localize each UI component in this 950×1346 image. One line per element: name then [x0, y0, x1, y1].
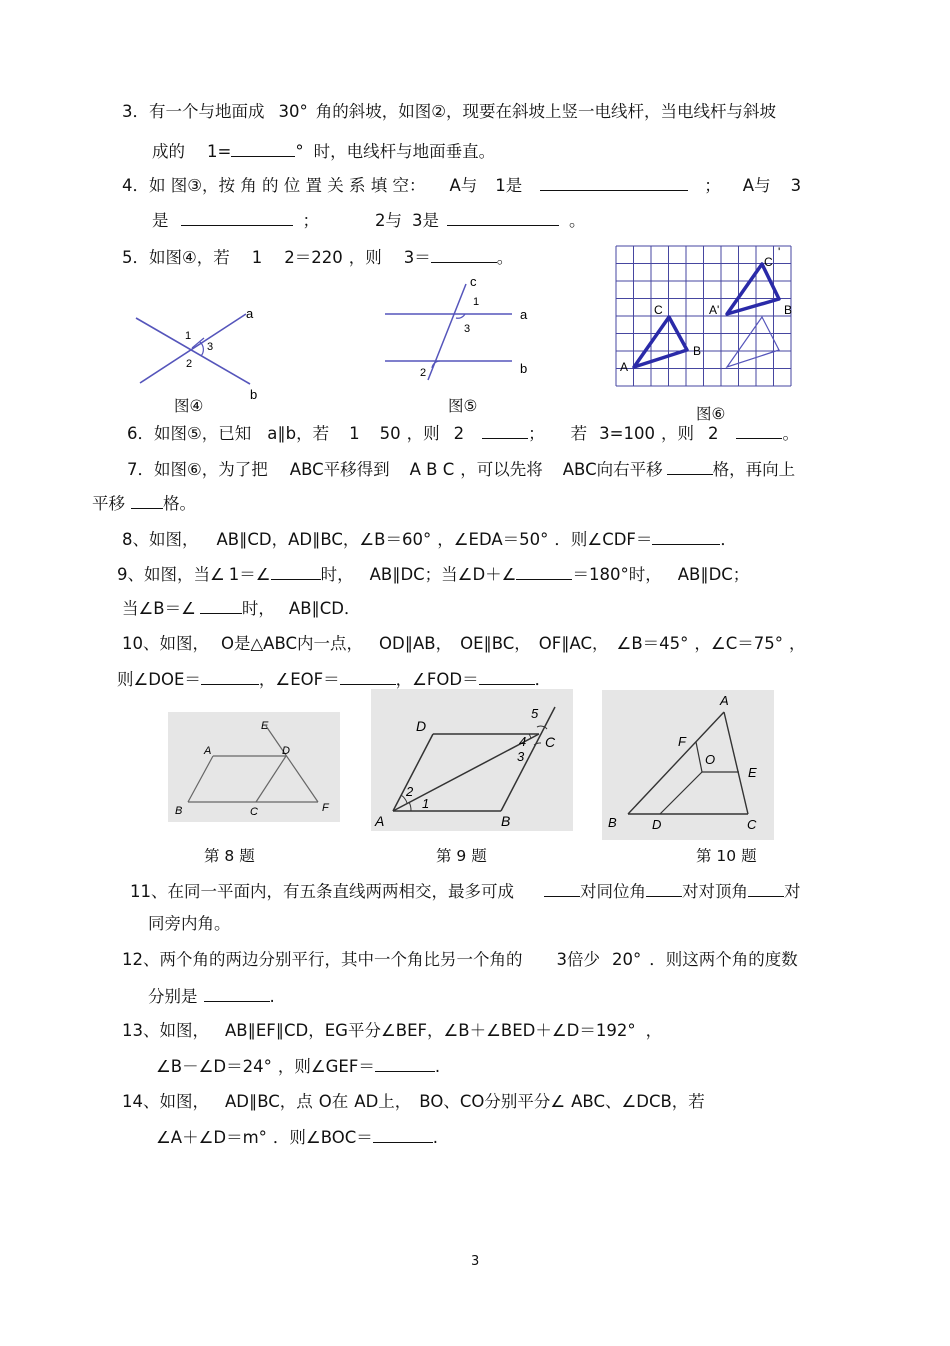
- q13-blank[interactable]: [375, 1054, 435, 1072]
- figure-10: [602, 690, 774, 840]
- q3-line2: [152, 139, 495, 163]
- q10-text-a: 10、如图，: [122, 634, 209, 653]
- q7-text-b: ABC平移得到: [289, 460, 390, 479]
- q9-blank-2[interactable]: [516, 562, 572, 580]
- fig6-triangle-abc-prime: [727, 264, 779, 314]
- q8-text-a: 8、如图，: [122, 530, 199, 549]
- fig9-label-3: 3: [517, 749, 525, 764]
- q5-text-a: 5．如图④，若: [122, 248, 230, 267]
- fig9-label-a: A: [375, 813, 385, 829]
- q4-text-g: 2与: [375, 211, 402, 230]
- q3-text-a: 3．有一个与地面成: [122, 102, 265, 121]
- q11-text-b: 对同位角: [580, 882, 646, 901]
- q9-text-g: 当∠B＝∠: [122, 599, 196, 618]
- fig6-label-b: B: [693, 344, 702, 358]
- q11-blank-2[interactable]: [646, 879, 682, 897]
- q3-line1: [122, 101, 776, 123]
- page-number: 3: [471, 1254, 480, 1269]
- q6-sep: ；: [528, 424, 545, 443]
- q10-blank-3[interactable]: [479, 667, 535, 685]
- q14-text-h: ．则∠BOC＝: [272, 1128, 373, 1147]
- q6-text-j: 2: [707, 424, 719, 443]
- fig8-label-e: E: [261, 720, 269, 732]
- q14-text-b: AD∥BC，点: [225, 1092, 313, 1111]
- q14-blank[interactable]: [373, 1125, 433, 1143]
- fig9-caption: 第 9 题: [436, 847, 487, 865]
- fig5-line-c: [428, 284, 466, 380]
- fig10-label-c: C: [747, 817, 757, 832]
- q9-text-i: AB∥CD．: [288, 599, 361, 618]
- q4-blank-2[interactable]: [181, 208, 293, 226]
- q5-text-b: 1: [251, 248, 263, 267]
- q10-text-f: ∠B＝45°: [616, 634, 689, 653]
- q10-text-c: OD∥AB，: [379, 634, 453, 653]
- q7-blank-2[interactable]: [131, 491, 163, 509]
- q9-text-e: ＝180°时，: [572, 565, 662, 584]
- q12-text-b: 3倍少: [556, 950, 600, 969]
- fig6-label-a: A: [620, 360, 629, 374]
- fig10-caption: 第 10 题: [696, 847, 757, 865]
- q10-blank-2[interactable]: [340, 667, 396, 685]
- q4-text-d: A与: [742, 176, 771, 195]
- figure-4: [128, 298, 268, 403]
- q5-text-d: ，则: [348, 248, 382, 267]
- q13-line1: [122, 1020, 662, 1042]
- fig10-label-e: E: [748, 765, 757, 780]
- q9-text-b: 1＝∠: [228, 565, 271, 584]
- fig8-label-d: D: [282, 745, 290, 757]
- q9-text-c: 时，: [320, 565, 354, 584]
- fig5-label-1: 1: [473, 296, 480, 308]
- q10-text-d: OE∥BC，: [460, 634, 531, 653]
- fig8-label-c: C: [250, 806, 258, 818]
- q6-text-b: a∥b，若: [267, 424, 330, 443]
- fig9-label-2: 2: [406, 784, 414, 799]
- q14-text-f: ABC、∠DCB，若: [571, 1092, 705, 1111]
- q12-text-e: 分别是: [148, 987, 198, 1006]
- q10-text-k: ，∠FOD＝: [395, 670, 479, 689]
- fig5-label-3: 3: [464, 323, 471, 335]
- fig8-caption: 第 8 题: [204, 847, 255, 865]
- q11-text-d: 对: [784, 882, 801, 901]
- q7-line1: [127, 457, 795, 481]
- q6-text-i: ，则: [660, 424, 694, 443]
- q11-text-a: 11、在同一平面内，有五条直线两两相交，最多可成: [130, 882, 514, 901]
- q11-text-e: 同旁内角。: [148, 914, 231, 933]
- q14-text-a: 14、如图，: [122, 1092, 209, 1111]
- q4-line2: [152, 208, 586, 232]
- fig4-caption: 图④: [174, 397, 204, 415]
- q9-line2: [122, 596, 361, 620]
- q12-end: .: [269, 987, 275, 1006]
- q9-blank-1[interactable]: [271, 562, 321, 580]
- q12-text-a: 12、两个角的两边分别平行，其中一个角比另一个角的: [122, 950, 523, 969]
- q6-blank-2[interactable]: [736, 421, 782, 439]
- q7-text-d: ，可以先将: [460, 460, 543, 479]
- q3-degree: °: [295, 142, 304, 161]
- q10-line1: [122, 633, 805, 655]
- q14-text-g: ∠A＋∠D＝m°: [156, 1128, 267, 1147]
- fig5-label-a: a: [520, 307, 528, 322]
- fig4-label-a: a: [246, 306, 254, 321]
- q6-line: [127, 421, 799, 445]
- q6-text-d: 50: [379, 424, 401, 443]
- q4-text-c: 1是: [495, 176, 523, 195]
- q5-text-c: 2＝220: [284, 248, 343, 267]
- q7-text-c: A B C: [409, 460, 455, 479]
- fig9-label-5: 5: [531, 706, 539, 721]
- q5-line: [122, 245, 513, 269]
- fig6-label-prime-mark: ': [778, 245, 781, 259]
- q11-line2: [148, 913, 231, 935]
- q11-text-c: 对对顶角: [682, 882, 748, 901]
- figure-6: [612, 244, 804, 389]
- fig6-label-c: C: [654, 303, 663, 317]
- fig8-label-f: F: [322, 802, 329, 814]
- q13-line2: [156, 1054, 440, 1078]
- q11-blank-1[interactable]: [544, 879, 580, 897]
- fig6-caption: 图⑥: [696, 405, 726, 423]
- fig6-triangle-ghost: [727, 317, 779, 367]
- q6-blank-1[interactable]: [482, 421, 528, 439]
- fig10-label-d: D: [652, 817, 662, 832]
- fig5-label-2: 2: [420, 367, 427, 379]
- q12-line2: [148, 984, 275, 1008]
- q8-text-d: ．则∠CDF＝: [554, 530, 653, 549]
- q9-text-d: AB∥DC；当∠D＋∠: [369, 565, 517, 584]
- q9-blank-3[interactable]: [200, 596, 242, 614]
- q4-text-h: 3是: [412, 211, 439, 230]
- q4-text-a: 4．如 图③，按 角 的 位 置 关 系 填 空：: [122, 176, 426, 195]
- q12-text-d: ．则这两个角的度数: [649, 950, 798, 969]
- fig4-label-1: 1: [185, 330, 192, 342]
- q5-end: 。: [496, 248, 514, 267]
- fig5-label-c: c: [470, 274, 477, 289]
- fig8-label-a: A: [204, 745, 212, 757]
- q7-line2: [92, 491, 196, 515]
- q10-text-i: 则∠DOE＝: [117, 670, 201, 689]
- q7-blank-1[interactable]: [667, 457, 713, 475]
- q7-text-g: 平移: [92, 494, 125, 513]
- q6-text-a: 6．如图⑤，已知: [127, 424, 252, 443]
- figure-8: [168, 712, 340, 822]
- q4-text-f: 是: [152, 211, 169, 230]
- q13-text-b: AB∥EF∥CD，EG平分∠BEF，∠B＋∠BED＋∠D＝192°: [225, 1021, 636, 1040]
- q13-text-e: ，则∠GEF＝: [277, 1057, 375, 1076]
- q3-text-d: 1=: [207, 142, 232, 161]
- fig9-label-b: B: [501, 813, 511, 829]
- fig9-label-c: C: [545, 734, 556, 750]
- q4-sep-2: ；: [302, 211, 319, 230]
- q9-text-h: 时，: [241, 599, 275, 618]
- q3-text-b: 角的斜坡，如图②，现要在斜坡上竖一电线杆，当电线杆与斜坡: [315, 102, 777, 121]
- q14-end: .: [432, 1128, 438, 1147]
- q8-end: ．: [720, 530, 737, 549]
- q11-blank-3[interactable]: [748, 879, 784, 897]
- q6-text-h: 3=100: [599, 424, 655, 443]
- fig6-label-a-prime: A': [709, 303, 720, 317]
- q13-text-a: 13、如图，: [122, 1021, 209, 1040]
- q6-end: 。: [782, 424, 799, 443]
- q9-line1: [117, 562, 749, 586]
- fig4-label-2: 2: [186, 358, 193, 370]
- q13-text-d: ∠B－∠D＝24°: [156, 1057, 272, 1076]
- q3-text-e: 时，电线杆与地面垂直。: [313, 142, 496, 161]
- fig4-label-3: 3: [207, 341, 214, 353]
- q8-blank[interactable]: [652, 527, 720, 545]
- q6-text-e: ，则: [406, 424, 440, 443]
- q5-blank[interactable]: [431, 245, 497, 263]
- fig9-label-d: D: [416, 718, 427, 734]
- q7-text-e: ABC向右平移: [562, 460, 663, 479]
- fig6-triangle-abc: [634, 317, 687, 367]
- q12-line1: [122, 949, 798, 971]
- q10-text-b: O是△ABC内一点，: [221, 634, 364, 653]
- figure-5: [380, 272, 530, 384]
- q10-text-j: ，∠EOF＝: [258, 670, 340, 689]
- q10-text-g: ，∠C＝75°: [694, 634, 783, 653]
- q10-end: ．: [534, 670, 552, 689]
- q10-text-e: OF∥AC，: [538, 634, 609, 653]
- q10-text-h: ，: [788, 634, 806, 653]
- q5-text-e: 3＝: [403, 248, 431, 267]
- q4-text-e: 3: [790, 176, 802, 195]
- q10-line2: [117, 667, 551, 691]
- fig9-label-4: 4: [519, 734, 527, 749]
- q14-text-c: O在: [318, 1092, 349, 1111]
- q4-sep-1: ；: [704, 176, 721, 195]
- q3-blank[interactable]: [231, 139, 295, 157]
- q11-line1: [130, 879, 801, 903]
- fig10-label-o: O: [705, 752, 716, 767]
- q10-blank-1[interactable]: [201, 667, 259, 685]
- q13-end: .: [434, 1057, 441, 1076]
- q7-text-f: 格，再向上: [712, 460, 796, 479]
- fig5-caption: 图⑤: [448, 397, 478, 415]
- q14-line2: [156, 1125, 438, 1149]
- q4-line1: [122, 173, 801, 197]
- q6-text-g: 若: [570, 424, 588, 443]
- fig6-label-c-prime: C: [764, 255, 773, 269]
- q14-text-d: AD上，: [354, 1092, 412, 1111]
- fig10-label-b: B: [608, 815, 617, 830]
- q14-text-e: BO、CO分别平分∠: [419, 1092, 566, 1111]
- fig9-label-1: 1: [422, 796, 430, 811]
- q4-blank-3[interactable]: [447, 208, 559, 226]
- q9-text-f: AB∥DC；: [677, 565, 750, 584]
- q8-text-c: ，∠EDA＝50°: [437, 530, 549, 549]
- q6-text-f: 2: [453, 424, 465, 443]
- q13-text-c: ，: [645, 1021, 663, 1040]
- fig10-label-a: A: [720, 693, 729, 708]
- figure-9: [371, 689, 573, 831]
- q7-text-a: 7．如图⑥，为了把: [127, 460, 268, 479]
- q14-line1: [122, 1091, 705, 1113]
- q9-text-a: 9、如图，当∠: [117, 565, 225, 584]
- fig10-label-f: F: [678, 734, 686, 749]
- fig9-background: [371, 689, 573, 831]
- q4-end: 。: [569, 211, 586, 230]
- q6-text-c: 1: [349, 424, 360, 443]
- q8-line: [122, 527, 737, 551]
- q12-text-c: 20°: [612, 950, 642, 969]
- q3-text-c: 成的: [152, 142, 185, 161]
- fig6-label-b-prime: B: [784, 303, 793, 317]
- q4-blank-1[interactable]: [540, 173, 688, 191]
- q12-blank[interactable]: [204, 984, 270, 1002]
- q4-text-b: A与: [449, 176, 478, 195]
- fig4-label-b: b: [250, 387, 258, 402]
- q7-text-h: 格。: [163, 494, 196, 513]
- fig5-label-b: b: [520, 361, 528, 376]
- fig8-label-b: B: [175, 805, 183, 817]
- q8-text-b: AB∥CD，AD∥BC，∠B＝60°: [216, 530, 432, 549]
- q3-angle: 30°: [278, 102, 308, 121]
